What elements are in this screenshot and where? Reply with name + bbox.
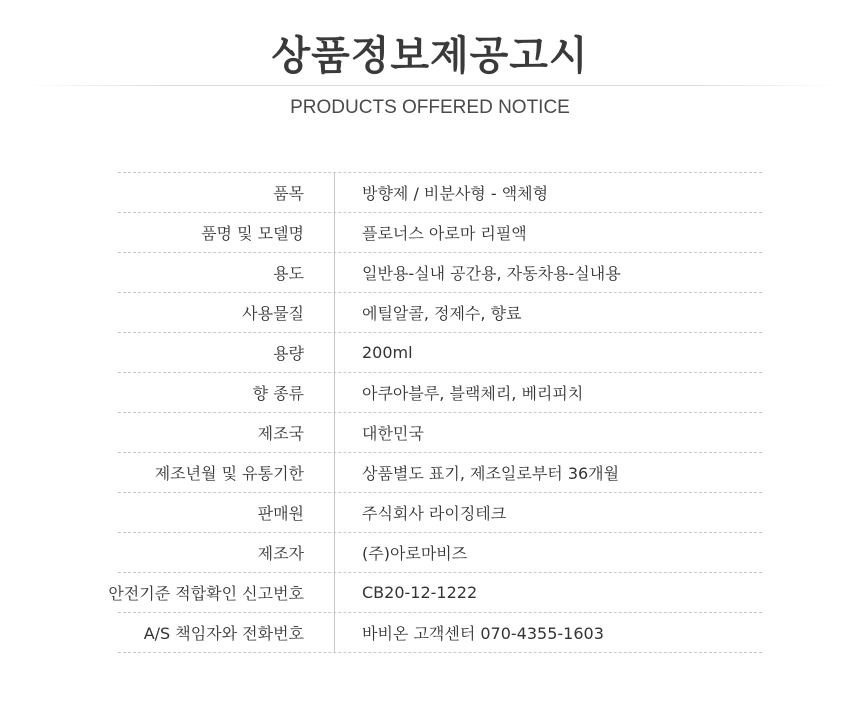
page-title: 상품정보제공고시 [271, 33, 589, 79]
table-row [118, 533, 762, 573]
row-value: 200ml [362, 343, 413, 362]
table-row [118, 333, 762, 373]
row-value: (주)아로마비즈 [362, 544, 468, 563]
row-label: 사용물질 [118, 293, 335, 332]
table-row [118, 493, 762, 533]
row-label: A/S 책임자와 전화번호 [118, 613, 335, 652]
page-subtitle: PRODUCTS OFFERED NOTICE [290, 97, 570, 118]
table-row [118, 453, 762, 493]
table-row [118, 613, 762, 653]
table-row [118, 293, 762, 333]
product-notice-table [108, 172, 762, 653]
row-label: 용량 [118, 333, 335, 372]
table-row [118, 253, 762, 293]
table-row [118, 173, 762, 213]
row-value: 상품별도 표기, 제조일로부터 36개월 [362, 464, 620, 483]
row-label: 품목 [118, 173, 335, 212]
table-row [118, 413, 762, 453]
row-label: 용도 [118, 253, 335, 292]
row-value: 에틸알콜, 정제수, 향료 [362, 304, 522, 323]
row-label: 판매원 [118, 493, 335, 532]
row-label: 품명 및 모델명 [118, 213, 335, 252]
table-row [108, 573, 762, 613]
row-label: 제조년월 및 유통기한 [118, 453, 335, 492]
row-value: 일반용-실내 공간용, 자동차용-실내용 [362, 264, 621, 283]
row-value: 대한민국 [362, 424, 424, 443]
row-label: 제조자 [118, 533, 335, 572]
title-divider [22, 85, 838, 86]
row-value: 주식회사 라이징테크 [362, 504, 507, 523]
row-value: 방향제 / 비분사형 - 액체형 [362, 184, 549, 203]
row-value: 아쿠아블루, 블랙체리, 베리피치 [362, 384, 584, 403]
row-value: 플로너스 아로마 리필액 [362, 224, 527, 243]
row-label: 안전기준 적합확인 신고번호 [118, 573, 335, 612]
row-label: 제조국 [118, 413, 335, 452]
row-label: 향 종류 [118, 373, 335, 412]
row-value: 바비온 고객센터 070-4355-1603 [362, 624, 604, 643]
table-row [118, 213, 762, 253]
row-value: CB20-12-1222 [362, 583, 478, 602]
table-row [118, 373, 762, 413]
